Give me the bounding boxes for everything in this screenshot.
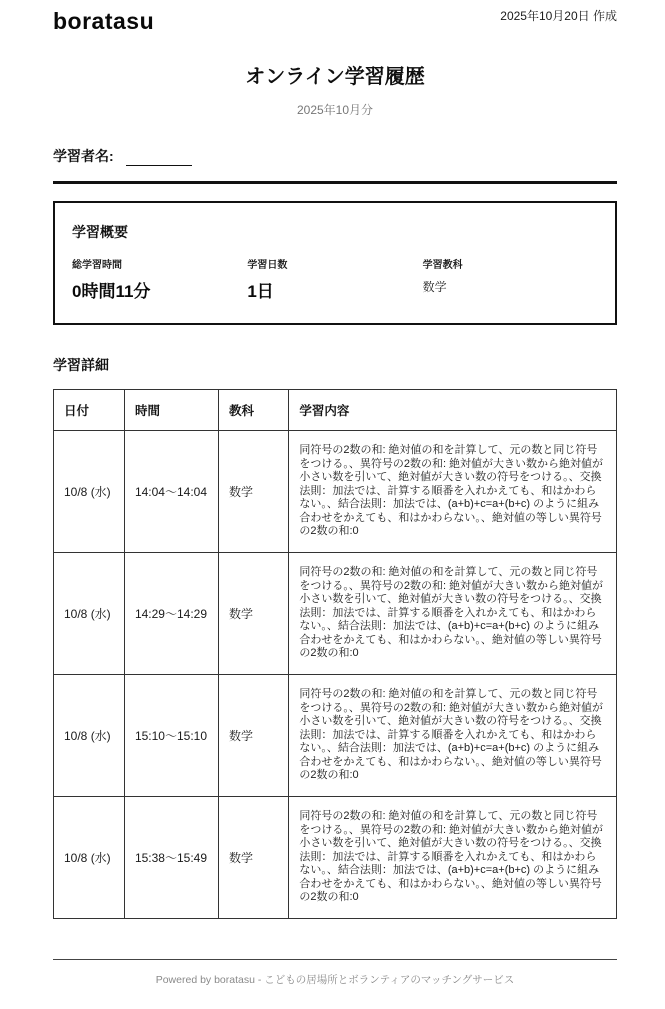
cell-subject: 数学 [218,675,288,797]
cell-date: 10/8 (水) [54,553,125,675]
created-date: 2025年10月20日 作成 [500,9,617,23]
table-row [54,675,617,797]
summary-label: 学習日数 [247,260,288,271]
cell-subject: 数学 [218,797,288,919]
cell-time: 14:29～14:29 [124,553,218,675]
cell-content: 同符号の2数の和: 絶対値の和を計算して、元の数と同じ符号をつける。、異符号の2数の和: 絶対値が大きい数から絶対値が小さい数を引いて、絶対値が大きい数の符号をつける。、交換法則：加法では、計算する順番を入れかえても、和はかわらない。、結合法則：加法では、(a+b)+c=a+(b+c) のように組み合わせをかえても、和はかわらない。、絶対値の等しい異符号の2数の和:0 [289,431,617,553]
brand-logo: boratasu [53,8,155,34]
summary-item-subjects [423,256,598,302]
details-heading: 学習詳細 [53,357,109,373]
col-header-content: 学習内容 [289,390,617,431]
learner-name-label: 学習者名: [53,148,114,164]
details-table-head [54,390,617,431]
col-header-date: 日付 [54,390,125,431]
learner-name-blank-line [126,150,192,166]
summary-value: 0時間11分 [72,282,151,301]
footer-text: Powered by boratasu - こどもの居場所とボランティアのマッチングサービス [155,974,515,986]
table-row [54,553,617,675]
cell-time: 14:04～14:04 [124,431,218,553]
summary-grid [72,256,598,302]
table-row [54,431,617,553]
col-header-subject: 教科 [218,390,288,431]
table-row [54,797,617,919]
cell-date: 10/8 (水) [54,675,125,797]
page-header [53,6,617,36]
table-header-row [54,390,617,431]
cell-date: 10/8 (水) [54,797,125,919]
page-subtitle: 2025年10月分 [296,103,374,117]
summary-value: 数学 [422,280,447,294]
section-divider [53,181,617,184]
details-table-body [54,431,617,919]
cell-subject: 数学 [218,431,288,553]
cell-time: 15:38～15:49 [124,797,218,919]
summary-box [53,201,617,325]
cell-content: 同符号の2数の和: 絶対値の和を計算して、元の数と同じ符号をつける。、異符号の2数の和: 絶対値が大きい数から絶対値が小さい数を引いて、絶対値が大きい数の符号をつける。、交換法則：加法では、計算する順番を入れかえても、和はかわらない。、結合法則：加法では、(a+b)+c=a+(b+c) のように組み合わせをかえても、和はかわらない。、絶対値の等しい異符号の2数の和:0 [289,553,617,675]
summary-item-total-time [72,256,247,302]
cell-content: 同符号の2数の和: 絶対値の和を計算して、元の数と同じ符号をつける。、異符号の2数の和: 絶対値が大きい数から絶対値が小さい数を引いて、絶対値が大きい数の符号をつける。、交換法則：加法では、計算する順番を入れかえても、和はかわらない。、結合法則：加法では、(a+b)+c=a+(b+c) のように組み合わせをかえても、和はかわらない。、絶対値の等しい異符号の2数の和:0 [289,675,617,797]
learner-name-row [53,146,617,166]
cell-subject: 数学 [218,553,288,675]
summary-item-study-days [247,256,422,302]
summary-heading: 学習概要 [72,224,128,240]
cell-content: 同符号の2数の和: 絶対値の和を計算して、元の数と同じ符号をつける。、異符号の2数の和: 絶対値が大きい数から絶対値が小さい数を引いて、絶対値が大きい数の符号をつける。、交換法則：加法では、計算する順番を入れかえても、和はかわらない。、結合法則：加法では、(a+b)+c=a+(b+c) のように組み合わせをかえても、和はかわらない。、絶対値の等しい異符号の2数の和:0 [289,797,617,919]
cell-date: 10/8 (水) [54,431,125,553]
summary-label: 学習教科 [422,260,463,271]
footer-divider [53,959,617,960]
col-header-time: 時間 [124,390,218,431]
summary-label: 総学習時間 [72,260,122,271]
cell-time: 15:10～15:10 [124,675,218,797]
details-table [53,389,617,919]
page-title: オンライン学習履歴 [245,66,425,88]
summary-value: 1日 [247,282,274,301]
